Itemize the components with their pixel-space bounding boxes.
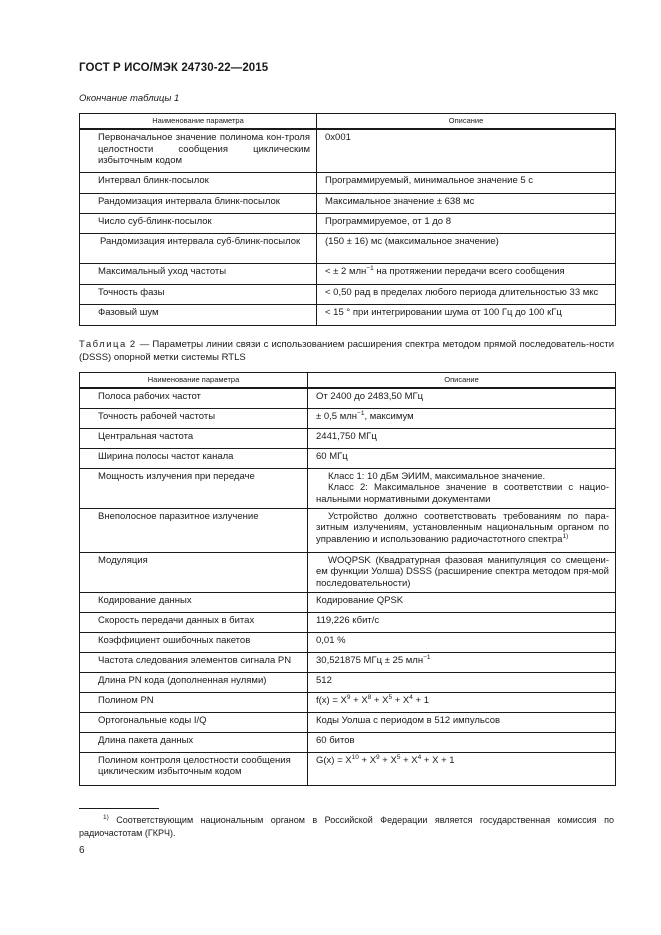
table-row [80, 468, 616, 508]
parameter-value: Кодирование QPSK [308, 592, 616, 612]
table-row [80, 263, 616, 284]
column-header-description: Описание [308, 373, 616, 389]
parameter-value: Коды Уолша с периодом в 512 импульсов [308, 712, 616, 732]
document-code-header: ГОСТ Р ИСО/МЭК 24730-22—2015 [79, 62, 269, 74]
parameter-value: ± 0,5 млн$^{-1}$, максимум [308, 408, 616, 428]
table-row [80, 408, 616, 428]
parameter-value: Устройство должно соответствовать требованиям по пара-зитным излучениям, установленным национальным органом по управлению и использованию радиочастотного спектра$^{1)}$ [308, 508, 616, 552]
parameter-value: Программируемое, от 1 до 8 [317, 213, 616, 233]
footnote-divider [79, 808, 159, 809]
parameter-name: Коэффициент ошибочных пакетов [80, 632, 308, 652]
table-row [80, 172, 616, 193]
table-row [80, 193, 616, 213]
footnote [79, 814, 614, 840]
parameter-name: Максимальный уход частоты [80, 263, 317, 284]
parameter-value: < ± 2 млн$^{-1}$ на протяжении передачи всего сообщения [317, 263, 616, 284]
table1 [79, 113, 616, 326]
parameter-value: 60 МГц [308, 448, 616, 468]
table-row [80, 304, 616, 325]
table2-caption: Таблица 2 — Параметры линии связи с использованием расширения спектра методом прямой последователь-ности (DSSS) опорной метки системы RTLS [79, 339, 615, 363]
parameter-name: Точность рабочей частоты [80, 408, 308, 428]
parameter-name: Полином PN [80, 692, 308, 712]
parameter-value: 512 [308, 672, 616, 692]
parameter-name: Кодирование данных [80, 592, 308, 612]
parameter-value: 60 битов [308, 732, 616, 752]
parameter-name: Ортогональные коды I/Q [80, 712, 308, 732]
parameter-value: (150 ± 16) мс (максимальное значение) [317, 233, 616, 263]
parameter-name: Число суб-блинк-посылок [80, 213, 317, 233]
parameter-value: Максимальное значение ± 638 мс [317, 193, 616, 213]
table1-continuation-caption: Окончание таблицы 1 [79, 93, 180, 104]
parameter-value: От 2400 до 2483,50 МГц [308, 388, 616, 408]
parameter-value: 0,01 % [308, 632, 616, 652]
parameter-name: Рандомизация интервала суб-блинк-посылок [80, 233, 317, 263]
parameter-name: Точность фазы [80, 284, 317, 304]
parameter-value: 30,521875 МГц ± 25 млн$^{-1}$ [308, 652, 616, 672]
parameter-name: Ширина полосы частот канала [80, 448, 308, 468]
table1-header-row [80, 114, 616, 130]
table-row [80, 732, 616, 752]
parameter-name: Фазовый шум [80, 304, 317, 325]
table-row [80, 129, 616, 172]
parameter-value: WOQPSK (Квадратурная фазовая манипуляция со смещени-ем функции Уолша) DSSS (расширение спектра методом пря-мой последовательности) [308, 552, 616, 592]
table-row [80, 388, 616, 408]
parameter-name: Модуляция [80, 552, 308, 592]
parameter-name: Первоначальное значение полинома кон-троля целостности сообщения циклическим избыточным кодом [80, 129, 317, 172]
table-row [80, 592, 616, 612]
parameter-value: 119,226 кбит/с [308, 612, 616, 632]
table-row [80, 213, 616, 233]
parameter-value: < 15 ° при интегрировании шума от 100 Гц до 100 кГц [317, 304, 616, 325]
page-number: 6 [79, 845, 85, 856]
parameter-value: 2441,750 МГц [308, 428, 616, 448]
footnote-text: Соответствующим национальным органом в Российской Федерации является государственная комиссия по радиочастотам (ГКРЧ). [79, 815, 614, 838]
table-row [80, 508, 616, 552]
parameter-name: Внеполосное паразитное излучение [80, 508, 308, 552]
table-row [80, 284, 616, 304]
parameter-name: Полоса рабочих частот [80, 388, 308, 408]
parameter-value: $f(x) = X^9 + X^8 + X^5 + X^4 + 1$ [308, 692, 616, 712]
table-row [80, 612, 616, 632]
parameter-name: Скорость передачи данных в битах [80, 612, 308, 632]
table-row [80, 752, 616, 785]
table-row [80, 652, 616, 672]
table-row [80, 428, 616, 448]
table-row [80, 448, 616, 468]
parameter-name: Полином контроля целостности сообщения циклическим избыточным кодом [80, 752, 308, 785]
column-header-name: Наименование параметра [80, 373, 308, 389]
parameter-value: $G(x) = X^{10} + X^9 + X^5 + X^4 + X + 1$ [308, 752, 616, 785]
table-row [80, 233, 616, 263]
parameter-value: Класс 1: 10 дБм ЭИИМ, максимальное значение. Класс 2: Максимальное значение в соответствии с нацио-нальными нормативными документами [308, 468, 616, 508]
parameter-value: < 0,50 рад в пределах любого периода длительностью 33 мкс [317, 284, 616, 304]
table-row [80, 692, 616, 712]
table2 [79, 372, 616, 786]
column-header-name: Наименование параметра [80, 114, 317, 130]
parameter-name: Длина пакета данных [80, 732, 308, 752]
parameter-value: Программируемый, минимальное значение 5 с [317, 172, 616, 193]
table2-header-row [80, 373, 616, 389]
parameter-name: Рандомизация интервала блинк-посылок [80, 193, 317, 213]
parameter-value: 0x001 [317, 129, 616, 172]
parameter-name: Интервал блинк-посылок [80, 172, 317, 193]
parameter-name: Центральная частота [80, 428, 308, 448]
parameter-name: Длина PN кода (дополненная нулями) [80, 672, 308, 692]
column-header-description: Описание [317, 114, 616, 130]
parameter-name: Частота следования элементов сигнала PN [80, 652, 308, 672]
table-row [80, 672, 616, 692]
table-row [80, 712, 616, 732]
footnote-marker: 1) [103, 814, 109, 821]
table-row [80, 632, 616, 652]
parameter-name: Мощность излучения при передаче [80, 468, 308, 508]
table-row [80, 552, 616, 592]
